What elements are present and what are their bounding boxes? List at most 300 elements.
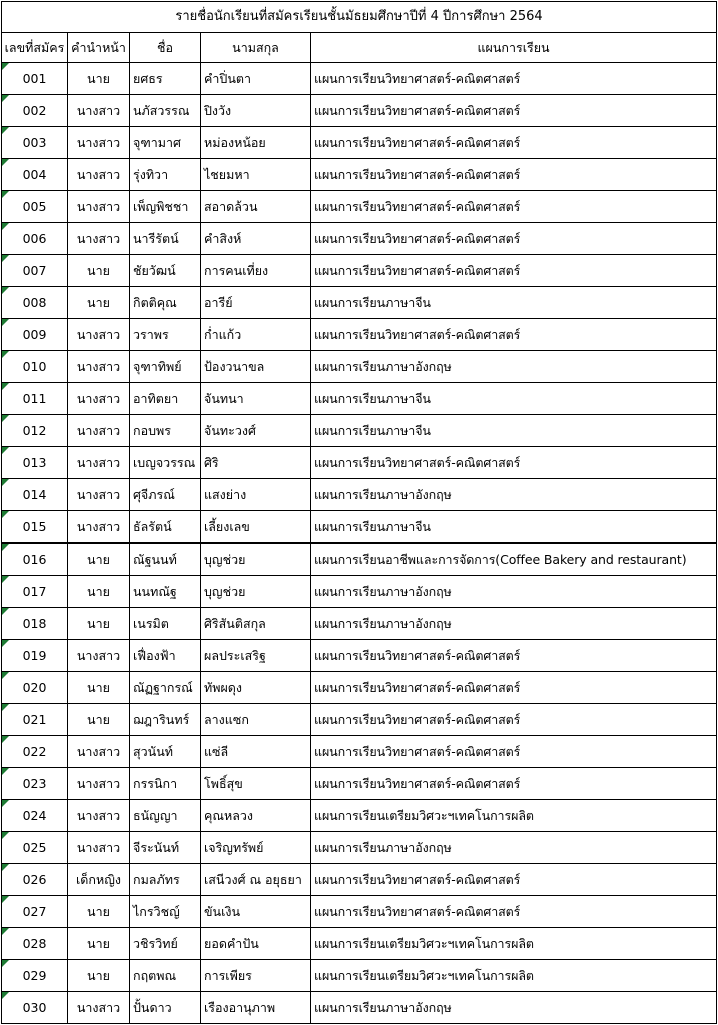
cell-name-text: ศุจีภรณ์ <box>133 487 175 502</box>
cell-surname-text: การคนเที่ยง <box>204 263 269 278</box>
cell-id[interactable] <box>2 95 68 127</box>
table-row <box>2 608 717 640</box>
cell-name[interactable] <box>130 447 201 479</box>
cell-surname[interactable] <box>201 95 311 127</box>
cell-prefix-text: นาย <box>87 616 110 631</box>
table-row <box>2 672 717 704</box>
cell-prefix[interactable] <box>68 255 130 287</box>
cell-plan-text: แผนการเรียนวิทยาศาสตร์-คณิตศาสตร์ <box>314 776 521 791</box>
cell-surname[interactable] <box>201 768 311 800</box>
cell-surname[interactable] <box>201 640 311 672</box>
cell-plan[interactable] <box>311 992 717 1024</box>
cell-marker-icon <box>2 928 9 935</box>
cell-prefix[interactable] <box>68 511 130 544</box>
table-row <box>2 960 717 992</box>
cell-id[interactable] <box>2 832 68 864</box>
cell-plan[interactable] <box>311 928 717 960</box>
cell-plan[interactable] <box>311 608 717 640</box>
sheet-title: รายชื่อนักเรียนที่สมัครเรียนชั้นมัธยมศึกษาปีที่ 4 ปีการศึกษา 2564 <box>2 2 717 33</box>
cell-surname[interactable] <box>201 223 311 255</box>
cell-name[interactable] <box>130 287 201 319</box>
table-row <box>2 928 717 960</box>
cell-name[interactable] <box>130 415 201 447</box>
cell-name[interactable] <box>130 479 201 511</box>
cell-name[interactable] <box>130 832 201 864</box>
header-prefix: คำนำหน้า <box>68 33 130 63</box>
cell-name[interactable] <box>130 640 201 672</box>
cell-plan-text: แผนการเรียนภาษาจีน <box>314 519 431 534</box>
cell-prefix-text: นาย <box>87 936 110 951</box>
cell-id-text: 014 <box>22 487 47 502</box>
cell-prefix-text: นางสาว <box>76 391 121 406</box>
cell-surname[interactable] <box>201 351 311 383</box>
cell-prefix-text: นางสาว <box>76 103 121 118</box>
cell-id[interactable] <box>2 768 68 800</box>
cell-surname-text: ลางแซก <box>204 712 249 727</box>
cell-name[interactable] <box>130 63 201 95</box>
cell-surname-text: จันทะวงศ์ <box>204 423 256 438</box>
cell-id[interactable] <box>2 704 68 736</box>
cell-plan-text: แผนการเรียนวิทยาศาสตร์-คณิตศาสตร์ <box>314 744 521 759</box>
cell-surname-text: ผลประเสริฐ <box>204 648 266 663</box>
cell-plan-text: แผนการเรียนวิทยาศาสตร์-คณิตศาสตร์ <box>314 648 521 663</box>
cell-prefix[interactable] <box>68 191 130 223</box>
cell-plan[interactable] <box>311 383 717 415</box>
cell-name[interactable] <box>130 543 201 576</box>
cell-surname-text: ป้องวนาขล <box>204 359 265 374</box>
cell-plan[interactable] <box>311 672 717 704</box>
cell-id[interactable] <box>2 960 68 992</box>
cell-prefix[interactable] <box>68 159 130 191</box>
cell-prefix-text: นางสาว <box>76 231 121 246</box>
cell-marker-icon <box>2 319 9 326</box>
cell-prefix[interactable] <box>68 63 130 95</box>
cell-plan[interactable] <box>311 127 717 159</box>
cell-prefix-text: นาย <box>87 680 110 695</box>
cell-prefix[interactable] <box>68 832 130 864</box>
cell-id[interactable] <box>2 319 68 351</box>
cell-plan-text: แผนการเรียนภาษาอังกฤษ <box>314 359 452 374</box>
cell-surname-text: สอาดล้วน <box>204 199 258 214</box>
cell-name[interactable] <box>130 95 201 127</box>
cell-prefix[interactable] <box>68 864 130 896</box>
cell-id[interactable] <box>2 255 68 287</box>
cell-plan-text: แผนการเรียนเตรียมวิศวะฯเทคโนการผลิต <box>314 808 534 823</box>
cell-name-text: เฟื่องฟ้า <box>133 648 176 663</box>
cell-name[interactable] <box>130 896 201 928</box>
cell-surname-text: อารีย์ <box>204 295 233 310</box>
table-row <box>2 383 717 415</box>
cell-marker-icon <box>2 576 9 583</box>
cell-id-text: 009 <box>22 327 47 342</box>
cell-id-text: 011 <box>22 391 47 406</box>
cell-name[interactable] <box>130 223 201 255</box>
cell-prefix-text: นาย <box>87 71 110 86</box>
table-row <box>2 319 717 351</box>
cell-name-text: วราพร <box>133 327 169 342</box>
cell-plan-text: แผนการเรียนภาษาจีน <box>314 295 431 310</box>
cell-id-text: 020 <box>22 680 47 695</box>
cell-name[interactable] <box>130 511 201 544</box>
cell-plan-text: แผนการเรียนภาษาจีน <box>314 423 431 438</box>
cell-id-text: 018 <box>22 616 47 631</box>
cell-id-text: 003 <box>22 135 47 150</box>
table-row <box>2 896 717 928</box>
cell-id-text: 012 <box>22 423 47 438</box>
cell-plan[interactable] <box>311 511 717 544</box>
cell-plan-text: แผนการเรียนวิทยาศาสตร์-คณิตศาสตร์ <box>314 71 521 86</box>
cell-id-text: 008 <box>22 295 47 310</box>
cell-marker-icon <box>2 447 9 454</box>
cell-name-text: ชัยวัฒน์ <box>133 263 176 278</box>
cell-surname[interactable] <box>201 896 311 928</box>
cell-surname[interactable] <box>201 447 311 479</box>
cell-id-text: 027 <box>22 904 47 919</box>
cell-id[interactable] <box>2 543 68 576</box>
cell-plan[interactable] <box>311 63 717 95</box>
cell-surname[interactable] <box>201 511 311 544</box>
cell-name[interactable] <box>130 159 201 191</box>
cell-plan-text: แผนการเรียนวิทยาศาสตร์-คณิตศาสตร์ <box>314 263 521 278</box>
cell-id-text: 015 <box>22 519 47 534</box>
cell-plan[interactable] <box>311 800 717 832</box>
cell-surname-text: เสนีวงศ์ ณ อยุธยา <box>204 872 302 887</box>
cell-marker-icon <box>2 351 9 358</box>
cell-marker-icon <box>2 159 9 166</box>
cell-prefix-text: นางสาว <box>76 808 121 823</box>
cell-marker-icon <box>2 736 9 743</box>
cell-surname[interactable] <box>201 704 311 736</box>
cell-name[interactable] <box>130 800 201 832</box>
cell-plan-text: แผนการเรียนวิทยาศาสตร์-คณิตศาสตร์ <box>314 167 521 182</box>
cell-prefix[interactable] <box>68 640 130 672</box>
cell-id[interactable] <box>2 287 68 319</box>
cell-surname-text: เรืองอานุภาพ <box>204 1000 276 1015</box>
cell-id[interactable] <box>2 736 68 768</box>
cell-id[interactable] <box>2 640 68 672</box>
cell-marker-icon <box>2 768 9 775</box>
cell-id[interactable] <box>2 351 68 383</box>
cell-id[interactable] <box>2 447 68 479</box>
cell-plan[interactable] <box>311 832 717 864</box>
cell-plan-text: แผนการเรียนวิทยาศาสตร์-คณิตศาสตร์ <box>314 712 521 727</box>
cell-plan-text: แผนการเรียนวิทยาศาสตร์-คณิตศาสตร์ <box>314 199 521 214</box>
cell-id-text: 002 <box>22 103 47 118</box>
cell-prefix-text: เด็กหญิง <box>76 872 121 887</box>
table-row <box>2 95 717 127</box>
cell-plan-text: แผนการเรียนวิทยาศาสตร์-คณิตศาสตร์ <box>314 327 521 342</box>
cell-plan[interactable] <box>311 319 717 351</box>
cell-id[interactable] <box>2 800 68 832</box>
cell-surname[interactable] <box>201 928 311 960</box>
cell-plan[interactable] <box>311 864 717 896</box>
cell-id-text: 001 <box>22 71 47 86</box>
cell-plan[interactable] <box>311 95 717 127</box>
table-row <box>2 159 717 191</box>
cell-marker-icon <box>2 640 9 647</box>
cell-plan[interactable] <box>311 447 717 479</box>
cell-surname-text: แซ่ลี <box>204 744 229 759</box>
cell-prefix-text: นาย <box>87 263 110 278</box>
cell-plan-text: แผนการเรียนวิทยาศาสตร์-คณิตศาสตร์ <box>314 231 521 246</box>
table-row <box>2 768 717 800</box>
cell-surname[interactable] <box>201 383 311 415</box>
cell-name[interactable] <box>130 608 201 640</box>
cell-prefix[interactable] <box>68 672 130 704</box>
cell-plan-text: แผนการเรียนภาษาอังกฤษ <box>314 487 452 502</box>
cell-id[interactable] <box>2 928 68 960</box>
cell-marker-icon <box>2 479 9 486</box>
cell-name[interactable] <box>130 191 201 223</box>
cell-surname-text: จันทนา <box>204 391 244 406</box>
cell-name-text: กิตติคุณ <box>133 295 177 310</box>
cell-id[interactable] <box>2 992 68 1024</box>
cell-plan[interactable] <box>311 415 717 447</box>
cell-surname[interactable] <box>201 159 311 191</box>
cell-name-text: นภัสวรรณ <box>133 103 190 118</box>
cell-name[interactable] <box>130 928 201 960</box>
cell-surname[interactable] <box>201 992 311 1024</box>
cell-prefix-text: นางสาว <box>76 487 121 502</box>
cell-name-text: นารีรัตน์ <box>133 231 179 246</box>
table-row <box>2 63 717 95</box>
cell-prefix[interactable] <box>68 479 130 511</box>
cell-name[interactable] <box>130 255 201 287</box>
cell-prefix[interactable] <box>68 800 130 832</box>
cell-marker-icon <box>2 383 9 390</box>
cell-prefix[interactable] <box>68 127 130 159</box>
cell-plan[interactable] <box>311 287 717 319</box>
cell-surname-text: คำปิ่นตา <box>204 71 251 86</box>
cell-plan[interactable] <box>311 736 717 768</box>
cell-marker-icon <box>2 415 9 422</box>
cell-marker-icon <box>2 544 9 551</box>
cell-prefix[interactable] <box>68 576 130 608</box>
cell-plan[interactable] <box>311 960 717 992</box>
cell-prefix-text: นางสาว <box>76 423 121 438</box>
cell-id[interactable] <box>2 576 68 608</box>
cell-plan[interactable] <box>311 159 717 191</box>
cell-prefix[interactable] <box>68 704 130 736</box>
cell-prefix-text: นาย <box>87 968 110 983</box>
cell-prefix-text: นางสาว <box>76 840 121 855</box>
cell-prefix[interactable] <box>68 95 130 127</box>
cell-id[interactable] <box>2 383 68 415</box>
cell-id[interactable] <box>2 159 68 191</box>
cell-prefix-text: นางสาว <box>76 519 121 534</box>
cell-prefix-text: นางสาว <box>76 167 121 182</box>
cell-prefix-text: นาย <box>87 712 110 727</box>
cell-name[interactable] <box>130 992 201 1024</box>
cell-plan-text: แผนการเรียนภาษาจีน <box>314 391 431 406</box>
cell-id[interactable] <box>2 511 68 544</box>
cell-name-text: ปั้นดาว <box>133 1000 172 1015</box>
cell-surname[interactable] <box>201 191 311 223</box>
cell-plan-text: แผนการเรียนวิทยาศาสตร์-คณิตศาสตร์ <box>314 455 521 470</box>
cell-id[interactable] <box>2 223 68 255</box>
cell-id[interactable] <box>2 127 68 159</box>
cell-name[interactable] <box>130 127 201 159</box>
cell-name[interactable] <box>130 960 201 992</box>
cell-surname-text: การเพียร <box>204 968 252 983</box>
cell-name-text: กอบพร <box>133 423 171 438</box>
cell-plan[interactable] <box>311 191 717 223</box>
table-row <box>2 255 717 287</box>
table-row <box>2 864 717 896</box>
header-surname: นามสกุล <box>201 33 311 63</box>
cell-surname[interactable] <box>201 479 311 511</box>
cell-surname[interactable] <box>201 608 311 640</box>
header-plan: แผนการเรียน <box>311 33 717 63</box>
table-row <box>2 736 717 768</box>
cell-id[interactable] <box>2 864 68 896</box>
cell-surname-text: ยอดคำปัน <box>204 936 259 951</box>
cell-surname[interactable] <box>201 736 311 768</box>
header-name: ชื่อ <box>130 33 201 63</box>
cell-name-text: ณัฏฐากรณ์ <box>133 680 193 695</box>
cell-name[interactable] <box>130 704 201 736</box>
cell-id[interactable] <box>2 63 68 95</box>
table-row <box>2 127 717 159</box>
cell-name[interactable] <box>130 768 201 800</box>
table-row <box>2 223 717 255</box>
cell-prefix[interactable] <box>68 351 130 383</box>
cell-marker-icon <box>2 864 9 871</box>
cell-plan[interactable] <box>311 640 717 672</box>
cell-plan[interactable] <box>311 223 717 255</box>
cell-surname[interactable] <box>201 576 311 608</box>
cell-name[interactable] <box>130 319 201 351</box>
cell-name[interactable] <box>130 383 201 415</box>
cell-surname[interactable] <box>201 864 311 896</box>
cell-surname[interactable] <box>201 287 311 319</box>
cell-name[interactable] <box>130 351 201 383</box>
cell-surname[interactable] <box>201 415 311 447</box>
cell-id-text: 022 <box>22 744 47 759</box>
cell-plan-text: แผนการเรียนเตรียมวิศวะฯเทคโนการผลิต <box>314 968 534 983</box>
cell-plan-text: แผนการเรียนภาษาอังกฤษ <box>314 1000 452 1015</box>
cell-surname[interactable] <box>201 127 311 159</box>
cell-prefix[interactable] <box>68 992 130 1024</box>
cell-name-text: ธนัญญา <box>133 808 178 823</box>
cell-surname[interactable] <box>201 543 311 576</box>
cell-plan-text: แผนการเรียนวิทยาศาสตร์-คณิตศาสตร์ <box>314 135 521 150</box>
cell-plan-text: แผนการเรียนภาษาอังกฤษ <box>314 584 452 599</box>
cell-name-text: เนรมิต <box>133 616 169 631</box>
cell-surname[interactable] <box>201 800 311 832</box>
table-row <box>2 543 717 576</box>
cell-prefix[interactable] <box>68 383 130 415</box>
table-row <box>2 832 717 864</box>
cell-plan[interactable] <box>311 576 717 608</box>
cell-prefix-text: นางสาว <box>76 359 121 374</box>
cell-marker-icon <box>2 255 9 262</box>
cell-name-text: รุ่งทิวา <box>133 167 169 182</box>
cell-surname[interactable] <box>201 319 311 351</box>
table-row <box>2 447 717 479</box>
cell-id[interactable] <box>2 608 68 640</box>
cell-id-text: 004 <box>22 167 47 182</box>
cell-prefix-text: นาย <box>87 552 110 567</box>
cell-surname-text: ก่ำแก้ว <box>204 327 242 342</box>
cell-surname[interactable] <box>201 63 311 95</box>
cell-plan[interactable] <box>311 543 717 576</box>
cell-id[interactable] <box>2 415 68 447</box>
table-row <box>2 640 717 672</box>
cell-surname-text: เจริญทรัพย์ <box>204 840 264 855</box>
cell-prefix[interactable] <box>68 287 130 319</box>
cell-name-text: กฤตพณ <box>133 968 177 983</box>
cell-id-text: 029 <box>22 968 47 983</box>
cell-plan-text: แผนการเรียนวิทยาศาสตร์-คณิตศาสตร์ <box>314 904 521 919</box>
cell-surname[interactable] <box>201 672 311 704</box>
cell-plan[interactable] <box>311 704 717 736</box>
cell-id[interactable] <box>2 191 68 223</box>
cell-prefix-text: นางสาว <box>76 776 121 791</box>
cell-plan[interactable] <box>311 351 717 383</box>
cell-id[interactable] <box>2 896 68 928</box>
cell-prefix-text: นางสาว <box>76 135 121 150</box>
cell-prefix-text: นางสาว <box>76 199 121 214</box>
cell-name-text: เบญจวรรณ <box>133 455 196 470</box>
cell-surname[interactable] <box>201 960 311 992</box>
cell-plan[interactable] <box>311 896 717 928</box>
cell-prefix[interactable] <box>68 543 130 576</box>
cell-name[interactable] <box>130 864 201 896</box>
cell-prefix[interactable] <box>68 447 130 479</box>
cell-id-text: 024 <box>22 808 47 823</box>
cell-prefix[interactable] <box>68 415 130 447</box>
cell-prefix[interactable] <box>68 928 130 960</box>
cell-id[interactable] <box>2 479 68 511</box>
table-row <box>2 704 717 736</box>
cell-surname[interactable] <box>201 255 311 287</box>
cell-name[interactable] <box>130 672 201 704</box>
cell-surname-text: แสงย่าง <box>204 487 247 502</box>
cell-prefix[interactable] <box>68 319 130 351</box>
cell-prefix[interactable] <box>68 736 130 768</box>
cell-prefix-text: นางสาว <box>76 744 121 759</box>
cell-plan[interactable] <box>311 255 717 287</box>
cell-id[interactable] <box>2 672 68 704</box>
table-row <box>2 800 717 832</box>
cell-surname-text: ทัพผดุง <box>204 680 243 695</box>
cell-surname-text: บุญช่วย <box>204 552 246 567</box>
cell-id-text: 016 <box>22 552 47 567</box>
cell-plan-text: แผนการเรียนภาษาอังกฤษ <box>314 840 452 855</box>
applicant-table <box>1 1 717 1024</box>
cell-name[interactable] <box>130 736 201 768</box>
cell-name[interactable] <box>130 576 201 608</box>
table-row <box>2 576 717 608</box>
cell-surname-text: ขันเงิน <box>204 904 241 919</box>
cell-prefix[interactable] <box>68 608 130 640</box>
cell-surname-text: เลี้ยงเลข <box>204 519 250 534</box>
cell-prefix[interactable] <box>68 960 130 992</box>
cell-prefix[interactable] <box>68 768 130 800</box>
cell-prefix[interactable] <box>68 896 130 928</box>
cell-plan[interactable] <box>311 479 717 511</box>
cell-id-text: 005 <box>22 199 47 214</box>
cell-marker-icon <box>2 800 9 807</box>
cell-marker-icon <box>2 672 9 679</box>
cell-plan[interactable] <box>311 768 717 800</box>
cell-prefix[interactable] <box>68 223 130 255</box>
cell-surname[interactable] <box>201 832 311 864</box>
cell-name-text: ฌฎารินทร์ <box>133 712 190 727</box>
cell-id-text: 028 <box>22 936 47 951</box>
cell-id-text: 021 <box>22 712 47 727</box>
